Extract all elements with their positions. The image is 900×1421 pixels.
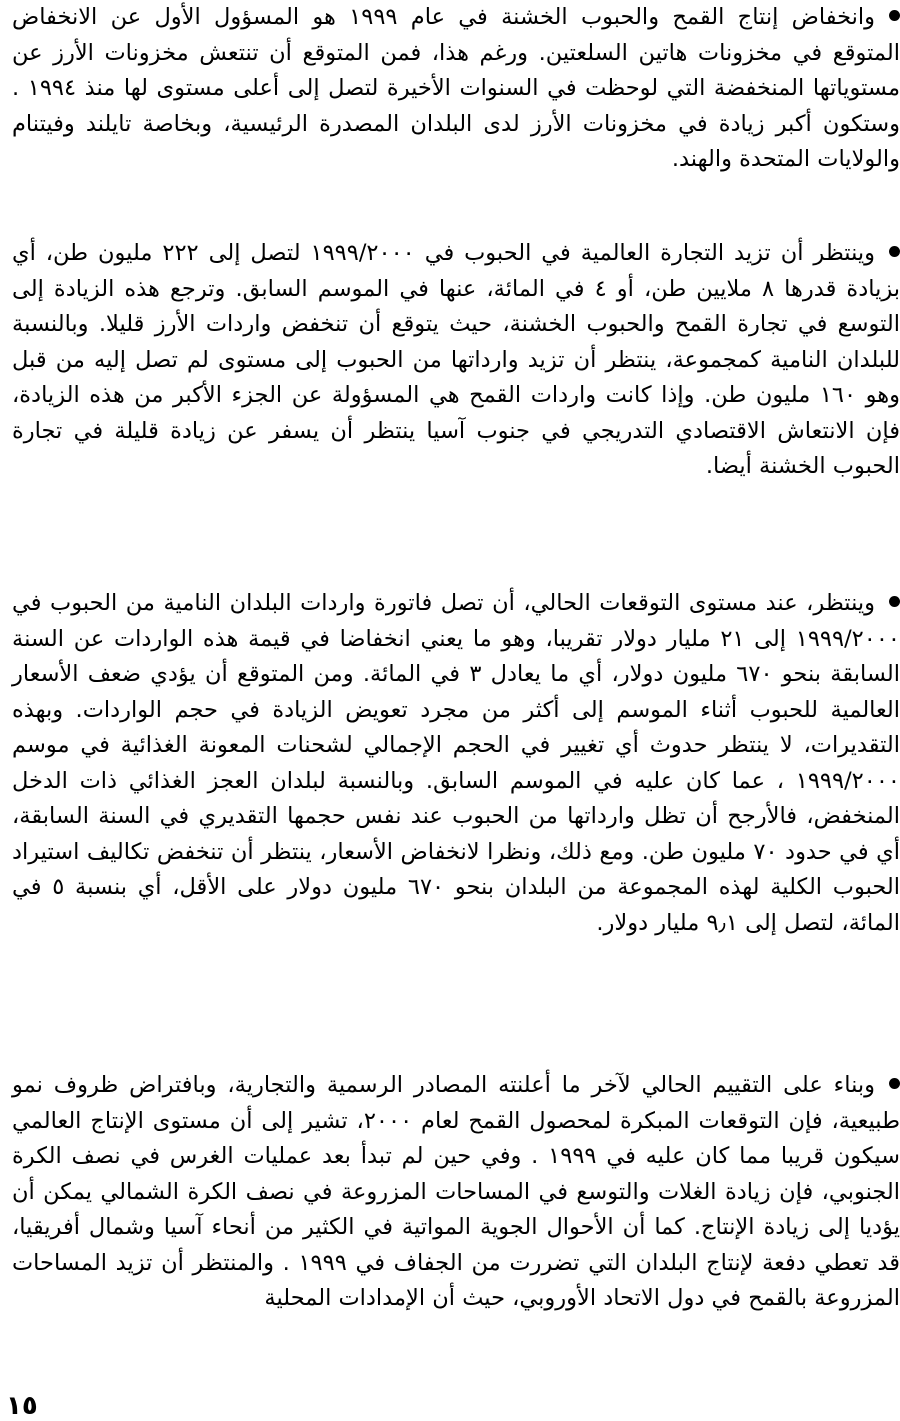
bullet-icon xyxy=(889,10,900,21)
paragraph-4 xyxy=(12,1068,900,1317)
paragraph-2 xyxy=(12,236,900,485)
bullet-icon xyxy=(889,596,900,607)
paragraph-3 xyxy=(12,586,900,941)
paragraph-text: وبناء على التقييم الحالي لآخر ما أعلنته المصادر الرسمية والتجارية، وبافتراض ظروف نمو طبيعية، فإن التوقعات المبكرة لمحصول القمح لعام ٢٠٠٠، تشير إلى أن مستوى الإنتاج العالمي سيكون قريبا مما كان عليه في ١٩٩٩ . وفي حين لم تبدأ بعد عمليات الغرس في نصف الكرة الجنوبي، فإن زيادة الغلات والتوسع في المساحات المزروعة في نصف الكرة الشمالي يمكن أن يؤديا إلى زيادة الإنتاج. كما أن الأحوال الجوية المواتية في الكثير من أنحاء آسيا وشمال أفريقيا، قد تعطي دفعة لإنتاج البلدان التي تضررت من الجفاف في ١٩٩٩ . والمنتظر أن تزيد المساحات المزروعة بالقمح في دول الاتحاد الأوروبي، حيث أن الإمدادات المحلية xyxy=(12,1072,900,1311)
paragraph-1 xyxy=(12,0,900,178)
bullet-icon xyxy=(889,246,900,257)
paragraph-text: وينتظر، عند مستوى التوقعات الحالي، أن تصل فاتورة واردات البلدان النامية من الحبوب في ١٩٩٩/٢٠٠٠ إلى ٢١ مليار دولار تقريبا، وهو ما يعني انخفاضا في قيمة هذه الواردات عن السنة السابقة بنحو ٦٧٠ مليون دولار، أي ما يعادل ٣ في المائة. ومن المتوقع أن يؤدي ضعف الأسعار العالمية للحبوب أثناء الموسم إلى أكثر من مجرد تعويض الزيادة في حجم الواردات. وبهذه التقديرات، لا ينتظر حدوث أي تغيير في الحجم الإجمالي لشحنات المعونة الغذائية في موسم ١٩٩٩/٢٠٠٠ ، عما كان عليه في الموسم السابق. وبالنسبة لبلدان العجز الغذائي ذات الدخل المنخفض، فالأرجح أن تظل وارداتها من الحبوب عند نفس حجمها التقديري في السنة السابقة، أي في حدود ٧٠ مليون طن. ومع ذلك، ونظرا لانخفاض الأسعار، ينتظر أن تنخفض تكاليف استيراد الحبوب الكلية لهذه المجموعة من البلدان بنحو ٦٧٠ مليون دولار على الأقل، أي بنسبة ٥ في المائة، لتصل إلى ٩٫١ مليار دولار. xyxy=(12,590,900,936)
page-number: ١٥ xyxy=(6,1391,38,1421)
bullet-icon xyxy=(889,1078,900,1089)
paragraph-text: وينتظر أن تزيد التجارة العالمية في الحبوب في ١٩٩٩/٢٠٠٠ لتصل إلى ٢٢٢ مليون طن، أي بزيادة قدرها ٨ ملايين طن، أو ٤ في المائة، عنها في الموسم السابق. وترجع هذه الزيادة إلى التوسع في تجارة القمح والحبوب الخشنة، حيث يتوقع أن تنخفض واردات الأرز قليلا. وبالنسبة للبلدان النامية كمجموعة، ينتظر أن تزيد وارداتها من الحبوب إلى مستوى لم تصل إليه من قبل وهو ١٦٠ مليون طن. وإذا كانت واردات القمح هي المسؤولة عن الجزء الأكبر من هذه الزيادة، فإن الانتعاش الاقتصادي التدريجي في جنوب آسيا ينتظر أن يسفر عن زيادة قليلة في تجارة الحبوب الخشنة أيضا. xyxy=(12,240,900,479)
paragraph-text: وانخفاض إنتاج القمح والحبوب الخشنة في عام ١٩٩٩ هو المسؤول الأول عن الانخفاض المتوقع في مخزونات هاتين السلعتين. ورغم هذا، فمن المتوقع أن تنتعش مخزونات الأرز عن مستوياتها المنخفضة التي لوحظت في السنوات الأخيرة لتصل إلى أعلى مستوى لها منذ ١٩٩٤ . وستكون أكبر زيادة في مخزونات الأرز لدى البلدان المصدرة الرئيسية، وبخاصة تايلند وفيتنام والولايات المتحدة والهند. xyxy=(12,4,900,172)
